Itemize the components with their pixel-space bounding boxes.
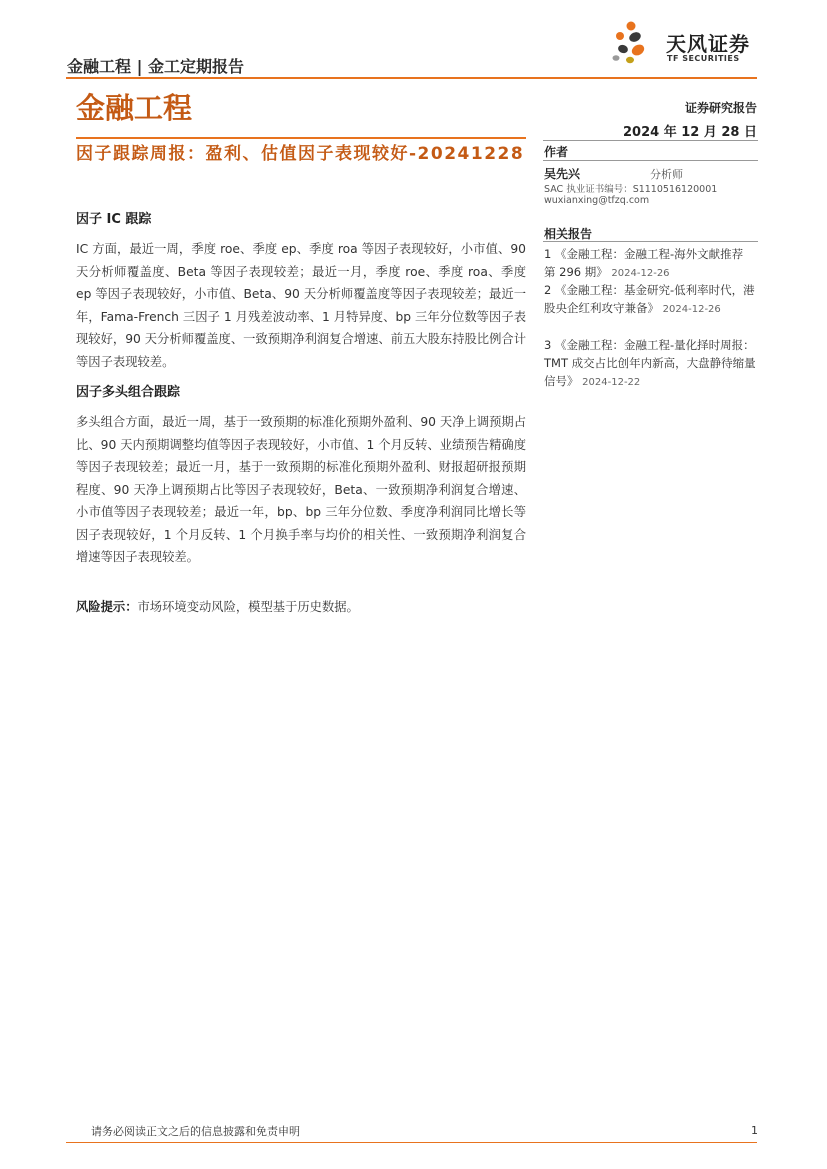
author-role: 分析师	[650, 168, 683, 181]
related-report-title: 1 《金融工程：金融工程-海外文献推荐 第 296 期》	[544, 247, 744, 279]
related-report-title: 3 《金融工程：金融工程-量化择时周报：TMT 成交占比创年内新高，大盘静待缩量信号》	[544, 338, 756, 388]
page-number: 1	[751, 1124, 758, 1137]
author-rule	[543, 140, 758, 141]
header-rule	[66, 77, 757, 79]
logo-text-en: TF SECURITIES	[667, 54, 740, 63]
risk-note	[76, 597, 526, 615]
portfolio-section-text: 多头组合方面，最近一周，基于一致预期的标准化预期外盈利、90 天净上调预期占比、90 天内预期调整均值等因子表现较好，小市值、1 个月反转、业绩预告精确度等因子表现较差；最近一月，基于一致预期的标准化预期外盈利、财报超研报预期程度、90 天净上调预期占比等因子表现较好，Beta、一致预期净利润复合增速、小市值等因子表现较差；最近一年，bp、bp 三年分位数、季度净利润同比增长等因子表现较好，1 个月反转、1 个月换手率与均价的相关性、一致预期净利润复合增速等因子表现较差。	[76, 415, 526, 564]
related-report-2[interactable]	[544, 281, 758, 319]
portfolio-section-heading: 因子多头组合跟踪	[76, 385, 181, 400]
report-type: 证券研究报告	[684, 101, 757, 115]
risk-text: 市场环境变动风险，模型基于历史数据。	[137, 600, 359, 614]
title-rule	[76, 137, 526, 139]
ic-section-heading: 因子 IC 跟踪	[76, 212, 152, 227]
big-title: 金融工程	[76, 91, 193, 125]
related-report-date: 2024-12-22	[582, 377, 641, 388]
header-category: 金融工程 | 金工定期报告	[67, 57, 244, 76]
author-email[interactable]: wuxianxing@tfzq.com	[544, 195, 650, 206]
author-heading: 作者	[544, 145, 569, 159]
related-rule	[543, 241, 758, 242]
related-report-1[interactable]	[544, 245, 758, 283]
related-report-title: 2 《金融工程：基金研究-低利率时代，港股央企红利攻守兼备》	[544, 283, 755, 315]
risk-label: 风险提示：	[76, 600, 138, 614]
footer-rule	[66, 1142, 757, 1143]
related-heading: 相关报告	[544, 227, 593, 241]
related-report-3[interactable]	[544, 336, 758, 392]
author-rule-bottom	[543, 160, 758, 161]
main-title: 因子跟踪周报：盈利、估值因子表现较好-20241228	[76, 144, 525, 164]
related-report-date: 2024-12-26	[662, 304, 721, 315]
author-name: 吴先兴	[544, 167, 581, 181]
ic-section-text: IC 方面，最近一周，季度 roe、季度 ep、季度 roa 等因子表现较好，小市值、90 天分析师覆盖度、Beta 等因子表现较差；最近一月，季度 roe、季度 roa、季度 ep 等因子表现较好，小市值、Beta、90 天分析师覆盖度等因子表现较差；最近一年，Fama-French 三因子 1 月残差波动率、1 月特异度、bp 三年分位数等因子表现较好，90 天分析师覆盖度、一致预期净利润复合增速、前五大股东持股比例合计等因子表现较差。	[76, 242, 526, 369]
footer-disclaimer: 请务必阅读正文之后的信息披露和免责申明	[91, 1125, 300, 1138]
report-date: 2024 年 12 月 28 日	[623, 125, 757, 140]
author-sac-number: SAC 执业证书编号：S1110516120001	[544, 184, 718, 195]
related-report-date: 2024-12-26	[611, 268, 670, 279]
logo-text-cn: 天风证券	[666, 32, 750, 56]
